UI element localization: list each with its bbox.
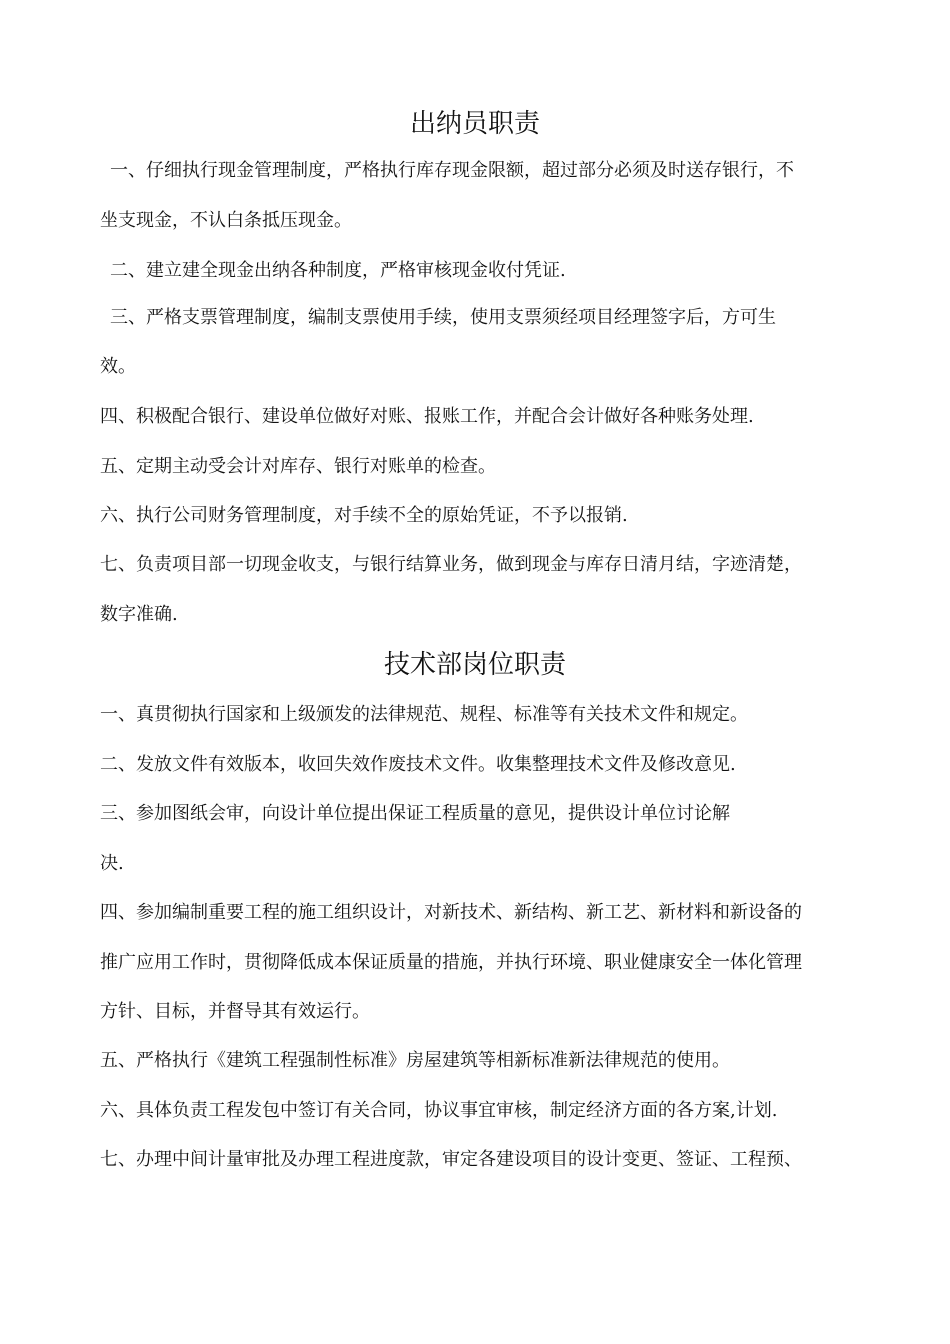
paragraph-line: 一、仔细执行现金管理制度，严格执行库存现金限额，超过部分必须及时送存银行，不 xyxy=(110,160,794,181)
paragraph-line: 数字准确. xyxy=(100,604,178,625)
paragraph-line: 二、发放文件有效版本，收回失效作废技术文件。收集整理技术文件及修改意见. xyxy=(100,754,736,775)
paragraph-line: 一、真贯彻执行国家和上级颁发的法律规范、规程、标准等有关技术文件和规定。 xyxy=(100,704,748,725)
paragraph-line: 五、严格执行《建筑工程强制性标准》房屋建筑等相新标准新法律规范的使用。 xyxy=(100,1050,730,1071)
paragraph-line: 效。 xyxy=(100,356,136,377)
paragraph-line: 推广应用工作时，贯彻降低成本保证质量的措施，并执行环境、职业健康安全一体化管理 xyxy=(100,952,802,973)
paragraph-line: 三、参加图纸会审，向设计单位提出保证工程质量的意见，提供设计单位讨论解 xyxy=(100,803,730,824)
section-title-cashier: 出纳员职责 xyxy=(409,109,540,139)
paragraph-line: 四、积极配合银行、建设单位做好对账、报账工作，并配合会计做好各种账务处理. xyxy=(100,406,754,427)
paragraph-line: 方针、目标，并督导其有效运行。 xyxy=(100,1001,370,1022)
paragraph-line: 决. xyxy=(100,853,124,874)
paragraph-line: 五、定期主动受会计对库存、银行对账单的检查。 xyxy=(100,456,496,477)
paragraph-line: 六、执行公司财务管理制度，对手续不全的原始凭证，不予以报销. xyxy=(100,505,628,526)
paragraph-line: 坐支现金，不认白条抵压现金。 xyxy=(100,210,352,231)
paragraph-line: 三、严格支票管理制度，编制支票使用手续，使用支票须经项目经理签字后，方可生 xyxy=(110,307,776,328)
paragraph-line: 七、负责项目部一切现金收支，与银行结算业务，做到现金与库存日清月结，字迹清楚， xyxy=(100,554,802,575)
paragraph-line: 二、建立建全现金出纳各种制度，严格审核现金收付凭证. xyxy=(110,260,566,281)
paragraph-line: 七、办理中间计量审批及办理工程进度款，审定各建设项目的设计变更、签证、工程预、 xyxy=(100,1149,802,1170)
paragraph-line: 四、参加编制重要工程的施工组织设计，对新技术、新结构、新工艺、新材料和新设备的 xyxy=(100,902,802,923)
section-title-technical-department: 技术部岗位职责 xyxy=(383,650,566,680)
paragraph-line: 六、具体负责工程发包中签订有关合同，协议事宜审核，制定经济方面的各方案,计划. xyxy=(100,1100,778,1121)
